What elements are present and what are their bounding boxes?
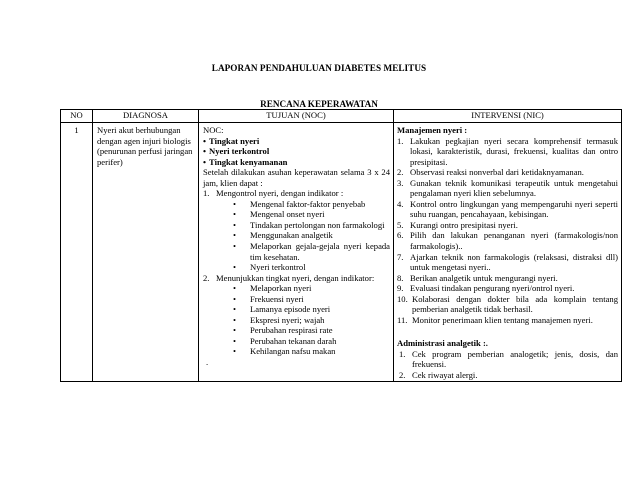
intervention-item <box>397 220 618 231</box>
indicator-list <box>216 283 390 357</box>
item-text: Pilih dan lakukan penanganan nyeri (farmakologis/non farmakologis).. <box>410 230 618 252</box>
indicator-item: • Menggunakan analgetik <box>227 230 390 241</box>
intervention-item <box>397 136 618 168</box>
item-text: Lakukan pegkajian nyeri secara komprehensif termasuk lokasi, karakteristik, durasi, frekuensi, kualitas dan ontro presipitasi. <box>410 135 618 167</box>
intervention-item <box>397 283 618 294</box>
indicator-item: • Melaporkan gejala-gejala nyeri kepada tim kesehatan. <box>227 241 390 262</box>
item-number: 5. <box>397 219 404 230</box>
intervention-item <box>397 167 618 178</box>
item-text: Berikan analgetik untuk mengurangi nyeri. <box>410 272 558 283</box>
intervention-item <box>397 252 618 273</box>
item-text: Cek riwayat alergi. <box>412 370 478 381</box>
item-text: Evaluasi tindakan pengurang nyeri/ontrol nyeri. <box>410 283 575 294</box>
intervention-list-2 <box>397 349 618 381</box>
item-text: Gunakan teknik komunikasi terapeutik untuk mengetahui pengalaman nyeri klien sebelumnya. <box>410 177 618 199</box>
cell-tujuan <box>199 123 394 382</box>
indicator-item: • Tindakan pertolongan non farmakologi <box>227 220 390 231</box>
item-number: 8. <box>397 272 404 283</box>
indicator-item: • Melaporkan nyeri <box>227 283 390 294</box>
intervention-item <box>397 294 618 315</box>
intervention-item <box>397 199 618 220</box>
item-number: 1. <box>397 135 404 146</box>
cell-intervensi <box>394 123 622 382</box>
indicator-item: • Perubahan respirasi rate <box>227 325 390 336</box>
intervention-item <box>397 315 618 326</box>
item-number: 2. <box>397 167 404 178</box>
goal-item <box>203 273 390 357</box>
cell-no: 1 <box>61 123 93 382</box>
goal-number: 2. <box>203 272 210 283</box>
intervention-list-1 <box>397 136 618 326</box>
item-number: 10. <box>397 293 408 304</box>
indicator-item: • Mengenal onset nyeri <box>227 209 390 220</box>
table-header-row <box>61 110 622 123</box>
indicator-item: • Mengenal faktor-faktor penyebab <box>227 199 390 210</box>
document-subtitle: RENCANA KEPERAWATAN <box>260 99 378 109</box>
header-tujuan: TUJUAN (NOC) <box>199 110 394 123</box>
indicator-item: • Frekuensi nyeri <box>227 294 390 305</box>
section-spacer <box>397 325 618 338</box>
noc-label: NOC: <box>203 125 224 135</box>
indicator-item: • Nyeri terkontrol <box>227 262 390 273</box>
item-number: 1. <box>399 348 406 359</box>
cell-diagnosa: Nyeri akut berhubungan dengan agen injuri biologis (penurunan perfusi jaringan perifer) <box>93 123 199 382</box>
goals-intro: Setelah dilakukan asuhan keperawatan selama 3 x 24 jam, klien dapat : <box>203 167 390 188</box>
intervention-item <box>397 273 618 284</box>
noc-item: • Tingkat kenyamanan <box>203 157 390 168</box>
item-number: 3. <box>397 177 404 188</box>
noc-item: • Nyeri terkontrol <box>203 146 390 157</box>
item-number: 6. <box>397 230 404 241</box>
item-number: 4. <box>397 198 404 209</box>
item-text: Kolaborasi dengan dokter bila ada komplain tentang pemberian analgetik tidak berhasil. <box>412 293 618 315</box>
goal-number: 1. <box>203 188 210 199</box>
header-diagnosa: DIAGNOSA <box>93 110 199 123</box>
header-no: NO <box>61 110 93 123</box>
item-number: 9. <box>397 283 404 294</box>
section-title-manajemen-nyeri: Manajemen nyeri : <box>397 125 468 135</box>
noc-item: • Tingkat nyeri <box>203 136 390 147</box>
item-text: Ajarkan teknik non farmakologis (relaksasi, distraksi dll) untuk mengetasi nyeri.. <box>410 251 618 273</box>
indicator-item: • Ekspresi nyeri; wajah <box>227 315 390 326</box>
intervention-item <box>397 349 618 370</box>
intervention-item <box>397 370 618 381</box>
item-text: Cek program pemberian analogetik; jenis, dosis, dan frekuensi. <box>412 348 618 370</box>
table-row <box>61 123 622 382</box>
trailing-mark: . <box>206 357 209 368</box>
nursing-plan-table <box>60 109 622 382</box>
indicator-item: • Kehilangan nafsu makan <box>227 346 390 357</box>
indicator-item: • Lamanya episode nyeri <box>227 304 390 315</box>
item-text: Monitor penerimaan klien tentang manajemen nyeri. <box>412 314 593 325</box>
goal-text: Menunjukkan tingkat nyeri, dengan indikator: <box>216 272 375 283</box>
item-number: 11. <box>397 314 408 325</box>
header-intervensi: INTERVENSI (NIC) <box>394 110 622 123</box>
item-number: 2. <box>399 370 406 381</box>
goal-text: Mengontrol nyeri, dengan indikator : <box>216 188 344 199</box>
item-text: Kontrol ontro lingkungan yang mempengaruhi nyeri seperti suhu ruangan, pencahayaan, kebisingan. <box>410 198 618 220</box>
noc-list <box>203 136 390 168</box>
document-title: LAPORAN PENDAHULUAN DIABETES MELITUS <box>211 63 427 73</box>
item-number: 7. <box>397 251 404 262</box>
intervention-item <box>397 178 618 199</box>
section-title-administrasi-analgetik: Administrasi analgetik :. <box>397 338 488 349</box>
indicator-list <box>216 199 390 273</box>
intervention-item <box>397 230 618 251</box>
goals-list <box>203 188 390 357</box>
indicator-item: • Perubahan tekanan darah <box>227 336 390 347</box>
item-text: Observasi reaksi nonverbal dari ketidaknyamanan. <box>410 167 584 178</box>
item-text: Kurangi ontro presipitasi nyeri. <box>410 219 518 230</box>
goal-item <box>203 188 390 272</box>
